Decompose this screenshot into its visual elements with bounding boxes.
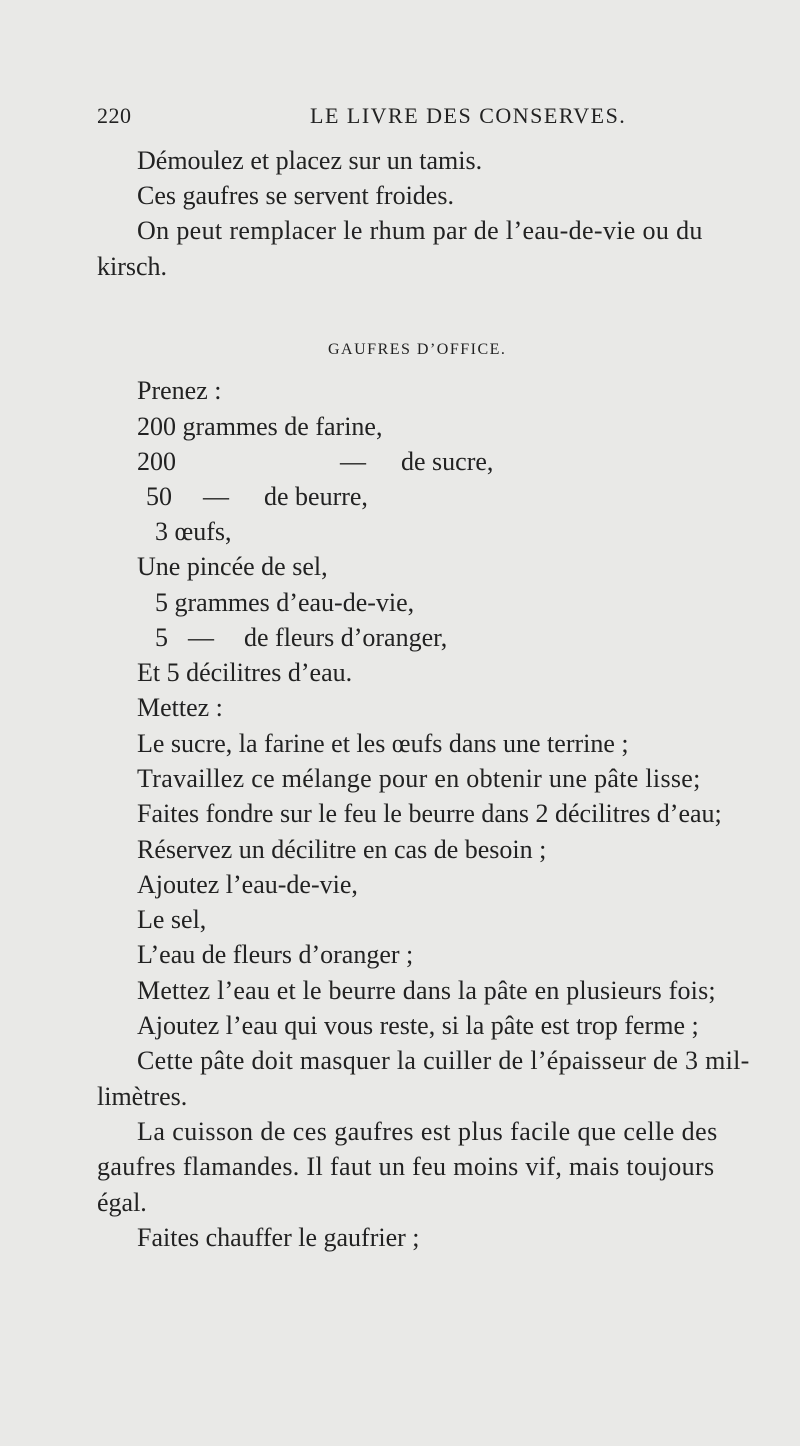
ingredient-line: [146, 484, 546, 514]
method-line: L’eau de fleurs d’oranger ;: [137, 940, 414, 969]
paragraph-line: Démoulez et placez sur un tamis.: [137, 146, 483, 175]
ingredient-name: de beurre,: [264, 482, 368, 511]
page-number: 220: [97, 103, 132, 128]
ditto-dash: —: [340, 447, 366, 476]
ingredient-quantity: 50: [146, 482, 172, 511]
ditto-dash: —: [203, 482, 229, 511]
ingredient-name: de sucre,: [401, 447, 494, 476]
method-line: Travaillez ce mélange pour en obtenir une pâte lisse;: [137, 764, 701, 793]
ingredient-quantity: 5: [155, 623, 168, 652]
method-line: égal.: [97, 1188, 147, 1217]
paragraph-line: Ces gaufres se servent froides.: [137, 181, 454, 210]
running-title: LE LIVRE DES CONSERVES.: [310, 103, 627, 128]
method-line: Ajoutez l’eau qui vous reste, si la pâte est trop ferme ;: [137, 1011, 699, 1040]
ingredient-line: [155, 625, 605, 655]
section-title: GAUFRES D’OFFICE.: [328, 341, 507, 358]
paragraph-line: On peut remplacer le rhum par de l’eau-de-vie ou du: [137, 216, 703, 245]
method-line: Cette pâte doit masquer la cuiller de l’épaisseur de 3 mil-: [137, 1046, 750, 1075]
method-line: Le sel,: [137, 905, 207, 934]
method-line: Ajoutez l’eau-de-vie,: [137, 870, 358, 899]
method-line: Mettez l’eau et le beurre dans la pâte en plusieurs fois;: [137, 976, 716, 1005]
ingredient-line: Une pincée de sel,: [137, 552, 328, 581]
paragraph-line: kirsch.: [97, 252, 168, 281]
ditto-dash: —: [188, 623, 214, 652]
method-line: Réservez un décilitre en cas de besoin ;: [137, 835, 547, 864]
ingredient-line: [137, 449, 537, 479]
method-line: Le sucre, la farine et les œufs dans une terrine ;: [137, 729, 629, 758]
method-line: Faites fondre sur le feu le beurre dans 2 décilitres d’eau;: [137, 799, 722, 828]
method-line: gaufres flamandes. Il faut un feu moins vif, mais toujours: [97, 1152, 715, 1181]
method-line: Faites chauffer le gaufrier ;: [137, 1223, 420, 1252]
page-header: [0, 103, 800, 133]
ingredient-line: 200 grammes de farine,: [137, 412, 383, 441]
ingredient-quantity: 200: [137, 447, 176, 476]
method-line: limètres.: [97, 1082, 188, 1111]
ingredient-line: Et 5 décilitres d’eau.: [137, 658, 353, 687]
ingredient-line: 3 œufs,: [155, 517, 232, 546]
ingredients-intro: Prenez :: [137, 376, 222, 405]
method-line: Mettez :: [137, 693, 223, 722]
ingredient-name: de fleurs d’oranger,: [244, 623, 448, 652]
ingredient-line: 5 grammes d’eau-de-vie,: [155, 588, 415, 617]
method-line: La cuisson de ces gaufres est plus facile que celle des: [137, 1117, 718, 1146]
